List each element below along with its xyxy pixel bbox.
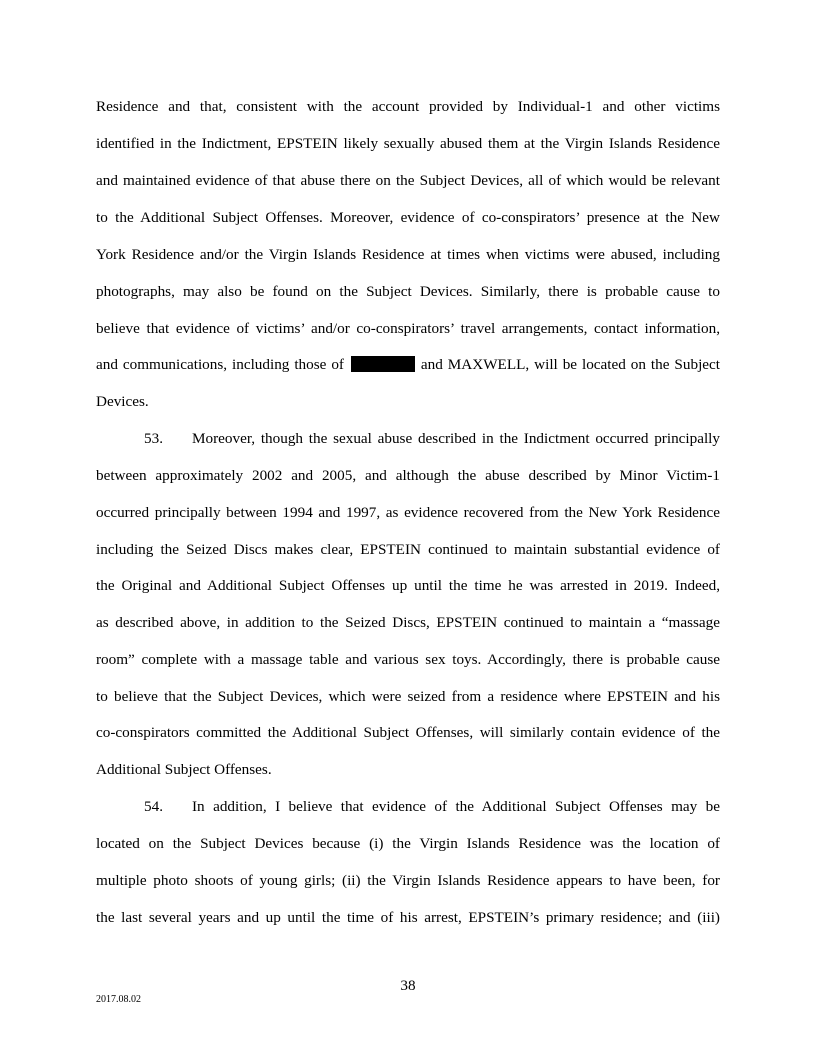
text-line: between approximately 2002 and 2005, and although the abuse described by Minor Victim-1 — [96, 467, 720, 484]
text-segment: and MAXWELL, will be located on the Subject — [420, 356, 720, 373]
text-segment: and communications, including those of — [96, 356, 344, 373]
text-line: believe that evidence of victims’ and/or co-conspirators’ travel arrangements, contact information, — [96, 320, 720, 337]
text-line: including the Seized Discs makes clear, EPSTEIN continued to maintain substantial evidence of — [96, 541, 720, 558]
text-line: identified in the Indictment, EPSTEIN likely sexually abused them at the Virgin Islands Residence — [96, 135, 720, 152]
paragraph-53-first-line — [144, 429, 720, 449]
text-line: Residence and that, consistent with the account provided by Individual-1 and other victims — [96, 98, 720, 115]
text-line: and maintained evidence of that abuse there on the Subject Devices, all of which would be relevant — [96, 172, 720, 189]
text-line: Devices. — [96, 393, 149, 410]
paragraph-54-first-line — [144, 797, 720, 817]
redaction-block — [351, 356, 415, 372]
text-line: to the Additional Subject Offenses. Moreover, evidence of co-conspirators’ presence at the New — [96, 209, 720, 226]
document-code: 2017.08.02 — [96, 994, 141, 1005]
text-line: room” complete with a massage table and various sex toys. Accordingly, there is probable cause — [96, 651, 720, 668]
text-segment: Moreover, though the sexual abuse described in the Indictment occurred principally — [192, 430, 720, 447]
text-line: photographs, may also be found on the Subject Devices. Similarly, there is probable cause to — [96, 283, 720, 300]
text-line: Additional Subject Offenses. — [96, 761, 272, 778]
text-line: occurred principally between 1994 and 1997, as evidence recovered from the New York Residence — [96, 504, 720, 521]
text-line: as described above, in addition to the Seized Discs, EPSTEIN continued to maintain a “massage — [96, 614, 720, 631]
text-line: multiple photo shoots of young girls; (ii) the Virgin Islands Residence appears to have been, for — [96, 872, 720, 889]
text-line: the Original and Additional Subject Offenses up until the time he was arrested in 2019. Indeed, — [96, 577, 720, 594]
text-line: co-conspirators committed the Additional Subject Offenses, will similarly contain evidence of the — [96, 724, 720, 741]
page-number: 38 — [400, 977, 416, 994]
text-line-with-redaction — [96, 355, 720, 375]
text-segment: In addition, I believe that evidence of the Additional Subject Offenses may be — [192, 798, 720, 815]
text-line: York Residence and/or the Virgin Islands Residence at times when victims were abused, including — [96, 246, 720, 263]
paragraph-number: 54. — [144, 798, 163, 815]
paragraph-number: 53. — [144, 430, 163, 447]
text-line: the last several years and up until the time of his arrest, EPSTEIN’s primary residence; and (iii) — [96, 909, 720, 926]
text-line: to believe that the Subject Devices, which were seized from a residence where EPSTEIN and his — [96, 688, 720, 705]
text-line: located on the Subject Devices because (i) the Virgin Islands Residence was the location of — [96, 835, 720, 852]
